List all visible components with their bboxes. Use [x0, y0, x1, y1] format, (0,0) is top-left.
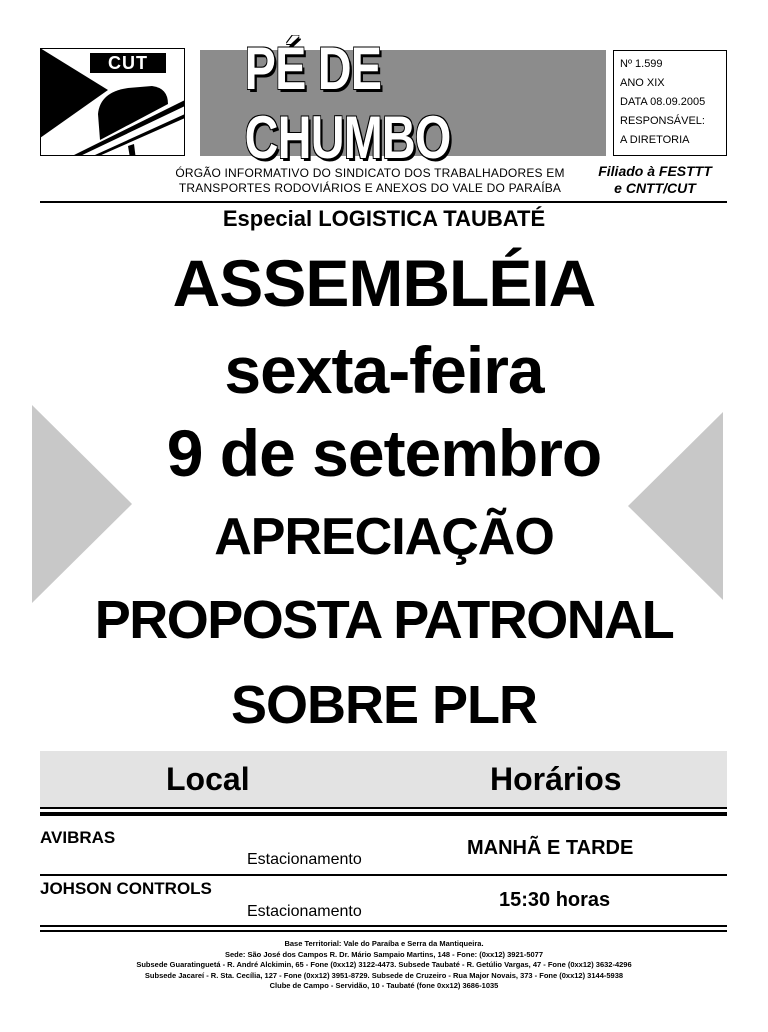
footer-addresses — [0, 939, 768, 992]
responsible-label: RESPONSÁVEL: — [620, 115, 705, 127]
row2-spot: Estacionamento — [247, 903, 362, 920]
row1-spot: Estacionamento — [247, 851, 362, 868]
footer-line: Sede: São José dos Campos R. Dr. Mário Sampaio Martins, 148 - Fone: (0xx12) 3921-5077 — [224, 949, 544, 959]
publisher-subtitle — [150, 166, 590, 196]
affiliation-line: e CNTT/CUT — [614, 180, 696, 196]
table-divider — [40, 812, 727, 816]
row2-time: 15:30 horas — [499, 889, 611, 911]
subtitle-line: TRANSPORTES RODOVIÁRIOS E ANEXOS DO VALE DO PARAÍBA — [178, 181, 562, 195]
masthead — [200, 35, 606, 171]
footer-line: Clube de Campo - Servidão, 10 - Taubaté (fone 0xx12) 3686-1035 — [269, 981, 499, 990]
responsible-value: A DIRETORIA — [620, 134, 690, 146]
issue-year: ANO XIX — [620, 77, 665, 89]
logo-label: CUT — [90, 53, 166, 73]
column-local: Local — [166, 761, 250, 797]
footer-line: Subsede Guaratinguetá - R. André Alckimin, 65 - Fone (0xx12) 3122-4473. Subsede Taubaté - R. Getúlio Vargas, 47 - Fone (0xx12) 3632-4296 — [136, 960, 632, 969]
footer-line: Subsede Jacareí - R. Sta. Cecília, 127 - Fone (0xx12) 3951-8729. Subsede de Cruzeiro - Rua Major Novais, 373 - Fone (0xx12) 3144-5938 — [144, 970, 624, 980]
row1-time: MANHÃ E TARDE — [467, 837, 634, 859]
headline-proposal: PROPOSTA PATRONAL — [94, 590, 674, 650]
table-bottom-rule — [40, 930, 727, 932]
headline-assembly: ASSEMBLÉIA — [172, 246, 596, 320]
row2-place: JOHSON CONTROLS — [40, 879, 212, 898]
row-divider — [40, 874, 727, 876]
headline-weekday: sexta-feira — [224, 333, 544, 407]
row1-place: AVIBRAS — [40, 828, 116, 847]
headline-plr: SOBRE PLR — [230, 675, 538, 735]
special-edition-label: Especial LOGISTICA TAUBATÉ — [222, 206, 546, 231]
cut-logo — [40, 48, 185, 156]
table-divider — [40, 807, 727, 809]
subtitle-line: ÓRGÃO INFORMATIVO DO SINDICATO DOS TRABALHADORES EM — [175, 166, 565, 180]
table-bottom-rule — [40, 925, 727, 927]
issue-number: Nº 1.599 — [620, 58, 663, 70]
issue-date: DATA 08.09.2005 — [620, 96, 706, 108]
affiliation-line: Filiado à FESTTT — [598, 163, 712, 179]
schedule-table-header — [40, 751, 727, 807]
headline-appreciation: APRECIAÇÃO — [214, 508, 554, 566]
column-horarios: Horários — [490, 761, 622, 797]
headline-date: 9 de setembro — [166, 416, 602, 490]
header-divider — [40, 201, 727, 203]
issue-info — [613, 50, 727, 156]
affiliation — [585, 163, 725, 197]
footer-line: Base Territorial: Vale do Paraíba e Serra da Mantiqueira. — [284, 939, 484, 948]
newspaper-title: PÉ DE CHUMBO — [244, 35, 451, 171]
